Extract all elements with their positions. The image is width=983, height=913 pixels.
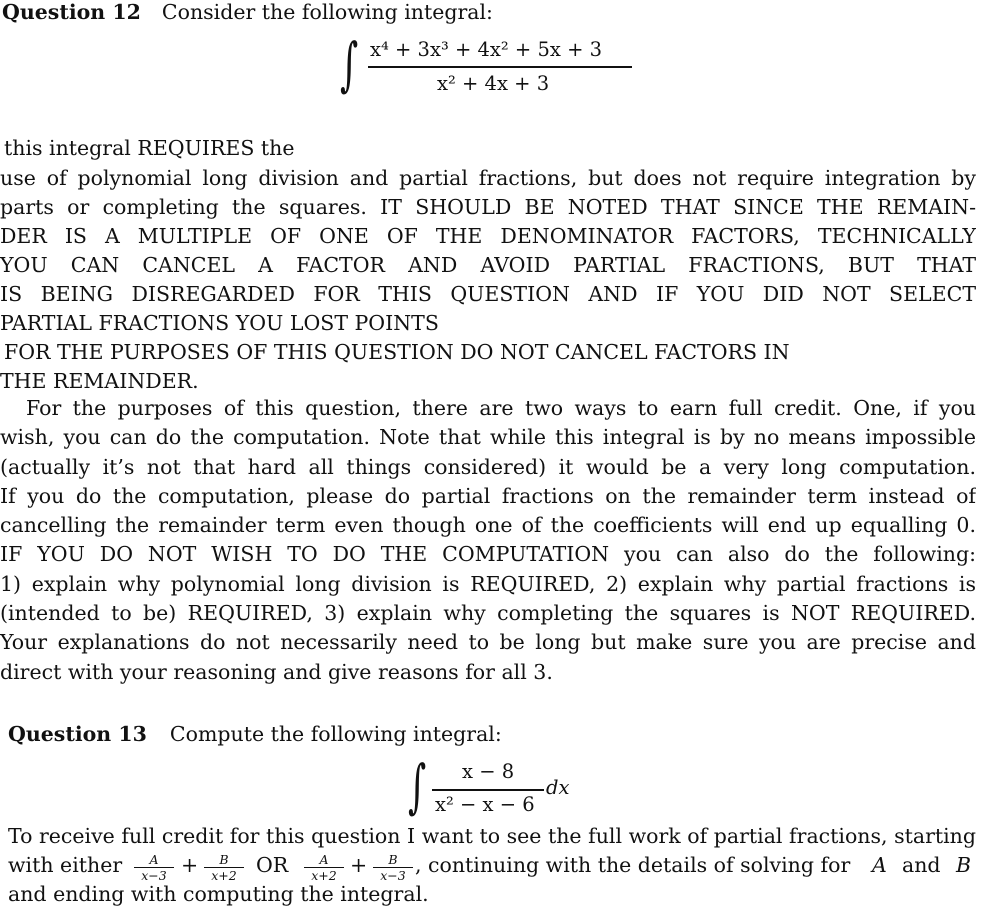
q12-para3-line: For the purposes of this question, there are two ways to earn full credit. One, if you [26,396,976,420]
fraction-a-over-x-plus-2: A x+2 [304,853,344,882]
q12-intro: Consider the following integral: [161,0,493,24]
q13-fraction-bar [432,789,544,791]
q12-para3-line: Your explanations do not necessarily need to be long but make sure you are precise and [0,630,976,654]
or-text: OR [256,853,289,877]
q12-fraction-bar [368,66,632,68]
q12-label: Question 12 [2,0,141,24]
q12-para1-line: YOU CAN CANCEL A FACTOR AND AVOID PARTIAL FRACTIONS, BUT THAT [0,253,976,277]
q12-header [2,0,493,24]
q13-intro: Compute the following integral: [169,722,502,746]
q13-line2 [8,853,976,883]
q12-para3-line: (actually it’s not that hard all things considered) it would be a very long computation. [0,455,976,479]
and-text: and [902,853,941,877]
plus-sign: + [350,853,368,877]
q12-para3-line: If you do the computation, please do partial fractions on the remainder term instead of [0,484,976,508]
q13-line2-post: , continuing with the details of solving for [415,853,851,877]
q12-para2-line: THE REMAINDER. [0,369,199,393]
plus-sign: + [181,853,199,877]
q13-label: Question 13 [8,722,147,746]
q12-para1-line: parts or completing the squares. IT SHOULD BE NOTED THAT SINCE THE REMAIN- [0,195,976,219]
q12-integral-sign: ∫ [340,30,359,98]
q12-numerator: x⁴ + 3x³ + 4x² + 5x + 3 [370,38,603,61]
q13-line3: and ending with computing the integral. [8,882,429,906]
q12-para3-line: IF YOU DO NOT WISH TO DO THE COMPUTATION you can also do the following: [0,542,976,566]
q13-header [8,722,502,746]
fraction-a-over-x-minus-3: A x−3 [134,853,174,882]
q12-para3-line: 1) explain why polynomial long division is REQUIRED, 2) explain why partial fractions is [0,572,976,596]
q12-para3-line: wish, you can do the computation. Note that while this integral is by no means impossible [0,425,976,449]
q12-para1-line: this integral REQUIRES the [4,136,295,160]
q12-para1-line: PARTIAL FRACTIONS YOU LOST POINTS [0,311,439,335]
fraction-b-over-x-minus-3: B x−3 [373,853,413,882]
q12-para3-line: (intended to be) REQUIRED, 3) explain why completing the squares is NOT REQUIRED. [0,601,976,625]
q13-differential: dx [546,776,570,799]
q13-numerator: x − 8 [462,760,515,783]
q12-denominator: x² + 4x + 3 [437,72,550,95]
q12-para1-line: DER IS A MULTIPLE OF ONE OF THE DENOMINATOR FACTORS, TECHNICALLY [0,224,976,248]
q13-integral-sign: ∫ [408,752,427,820]
q12-para2-line: FOR THE PURPOSES OF THIS QUESTION DO NOT CANCEL FACTORS IN [4,340,790,364]
q13-line2-pre: with either [8,853,123,877]
var-b: B [956,853,972,877]
q12-para1-line: use of polynomial long division and partial fractions, but does not require integration by [0,166,976,190]
var-a: A [872,853,887,877]
q12-para1-line: IS BEING DISREGARDED FOR THIS QUESTION AND IF YOU DID NOT SELECT [0,282,976,306]
fraction-b-over-x-plus-2: B x+2 [204,853,244,882]
q12-para3-line: direct with your reasoning and give reasons for all 3. [0,660,553,684]
q12-para3-line: cancelling the remainder term even though one of the coefficients will end up equalling 0. [0,513,976,537]
q13-line1: To receive full credit for this question I want to see the full work of partial fractions, starting [8,824,976,848]
q13-denominator: x² − x − 6 [435,793,535,816]
